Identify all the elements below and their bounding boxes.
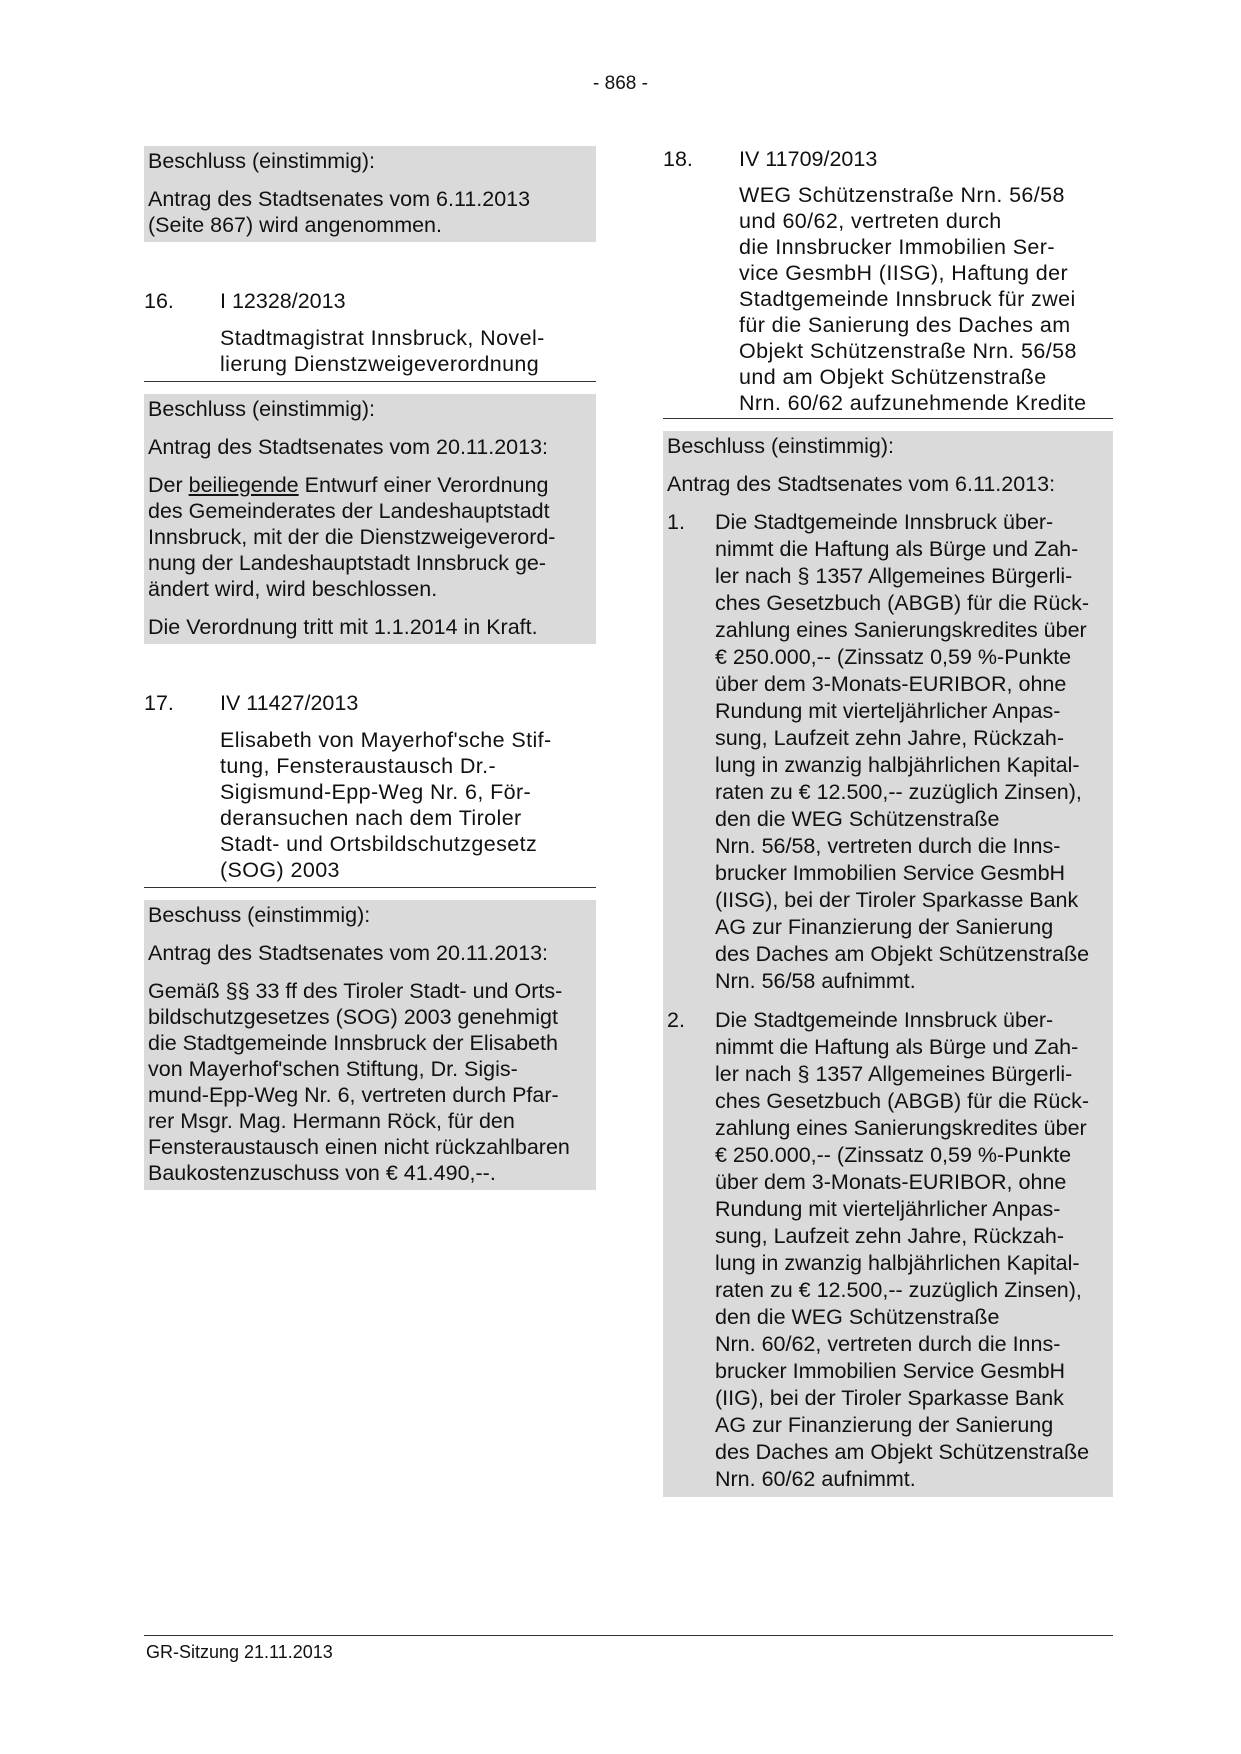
title-line: Stadtmagistrat Innsbruck, Novel- bbox=[220, 326, 545, 350]
text-line: ches Gesetzbuch (ABGB) für die Rück- bbox=[715, 1089, 1090, 1113]
text-line: Innsbruck, mit der die Dienstzweigeverord- bbox=[148, 525, 556, 549]
text-line: Rundung mit vierteljährlicher Anpas- bbox=[715, 1197, 1061, 1221]
item-18-title bbox=[739, 182, 1113, 418]
resolution-block-1 bbox=[144, 146, 596, 242]
item-reference: IV 11709/2013 bbox=[739, 147, 878, 171]
text-line: Nrn. 56/58 aufnimmt. bbox=[715, 969, 916, 993]
title-line: tung, Fensteraustausch Dr.- bbox=[220, 754, 497, 778]
text-line: Entwurf einer Verordnung bbox=[298, 473, 549, 497]
text-line: zahlung eines Sanierungskredites über bbox=[715, 618, 1087, 642]
item-16-resolution bbox=[144, 394, 596, 644]
title-line: und am Objekt Schützenstraße bbox=[739, 365, 1047, 389]
item-number: 17. bbox=[144, 691, 174, 715]
title-line: deransuchen nach dem Tiroler bbox=[220, 806, 522, 830]
resolution-heading: Beschluss (einstimmig): bbox=[148, 149, 375, 173]
text-line: Nrn. 60/62 aufnimmt. bbox=[715, 1467, 916, 1491]
text-line: Rundung mit vierteljährlicher Anpas- bbox=[715, 699, 1061, 723]
text-line: den die WEG Schützenstraße bbox=[715, 807, 1000, 831]
item-16-header bbox=[144, 288, 596, 314]
page-number: - 868 - bbox=[593, 73, 648, 94]
text-line: (Seite 867) wird angenommen. bbox=[148, 213, 442, 237]
text-line: Nrn. 60/62, vertreten durch die Inns- bbox=[715, 1332, 1061, 1356]
text-line: raten zu € 12.500,-- zuzüglich Zinsen), bbox=[715, 780, 1082, 804]
text-line: des Daches am Objekt Schützenstraße bbox=[715, 942, 1090, 966]
item-reference: IV 11427/2013 bbox=[220, 691, 359, 715]
numbered-point-1 bbox=[667, 509, 1109, 995]
title-line: vice GesmbH (IISG), Haftung der bbox=[739, 261, 1069, 285]
footer-text: GR-Sitzung 21.11.2013 bbox=[146, 1642, 333, 1662]
point-text bbox=[715, 1007, 1109, 1493]
text-line: Die Stadtgemeinde Innsbruck über- bbox=[715, 510, 1054, 534]
text-line: den die WEG Schützenstraße bbox=[715, 1305, 1000, 1329]
text-line: ler nach § 1357 Allgemeines Bürgerli- bbox=[715, 1062, 1073, 1086]
item-reference: I 12328/2013 bbox=[220, 289, 346, 313]
text-line: sung, Laufzeit zehn Jahre, Rückzah- bbox=[715, 1224, 1064, 1248]
footer-divider bbox=[144, 1635, 1113, 1636]
title-line: die Innsbrucker Immobilien Ser- bbox=[739, 235, 1055, 259]
text-line: sung, Laufzeit zehn Jahre, Rückzah- bbox=[715, 726, 1064, 750]
antrag-line: Antrag des Stadtsenates vom 6.11.2013: bbox=[667, 472, 1056, 496]
text-line: ches Gesetzbuch (ABGB) für die Rück- bbox=[715, 591, 1090, 615]
resolution-heading: Beschluss (einstimmig): bbox=[667, 434, 894, 458]
item-18-resolution bbox=[663, 431, 1113, 1497]
divider bbox=[144, 381, 596, 382]
numbered-point-2 bbox=[667, 1007, 1109, 1493]
text-line: über dem 3-Monats-EURIBOR, ohne bbox=[715, 672, 1067, 696]
title-line: Stadtgemeinde Innsbruck für zwei bbox=[739, 287, 1076, 311]
point-number: 2. bbox=[667, 1008, 685, 1032]
antrag-line: Antrag des Stadtsenates vom 20.11.2013: bbox=[148, 435, 549, 459]
item-16-title bbox=[220, 325, 596, 381]
title-line: lierung Dienstzweigeverordnung bbox=[220, 352, 540, 376]
left-column bbox=[144, 146, 596, 1190]
item-17-resolution bbox=[144, 900, 596, 1190]
resolution-heading: Beschluss (einstimmig): bbox=[148, 397, 375, 421]
text-line: Gemäß §§ 33 ff des Tiroler Stadt- und Orts- bbox=[148, 979, 563, 1003]
title-line: Stadt- und Ortsbildschutzgesetz bbox=[220, 832, 538, 856]
divider bbox=[144, 887, 596, 888]
text-line: Die Stadtgemeinde Innsbruck über- bbox=[715, 1008, 1054, 1032]
title-line: WEG Schützenstraße Nrn. 56/58 bbox=[739, 183, 1065, 207]
item-17-header bbox=[144, 690, 596, 716]
text-line: € 250.000,-- (Zinssatz 0,59 %-Punkte bbox=[715, 1143, 1072, 1167]
text-fragment: Der bbox=[148, 473, 189, 497]
text-line: ler nach § 1357 Allgemeines Bürgerli- bbox=[715, 564, 1073, 588]
title-line: und 60/62, vertreten durch bbox=[739, 209, 1002, 233]
point-number: 1. bbox=[667, 510, 685, 534]
text-line: nung der Landeshauptstadt Innsbruck ge- bbox=[148, 551, 547, 575]
resolution-text bbox=[148, 472, 592, 602]
text-line: mund-Epp-Weg Nr. 6, vertreten durch Pfar- bbox=[148, 1083, 559, 1107]
title-line: Nrn. 60/62 aufzunehmende Kredite bbox=[739, 391, 1087, 415]
item-number: 18. bbox=[663, 147, 693, 171]
text-line: brucker Immobilien Service GesmbH bbox=[715, 1359, 1066, 1383]
text-line: des Daches am Objekt Schützenstraße bbox=[715, 1440, 1090, 1464]
text-line: des Gemeinderates der Landeshauptstadt bbox=[148, 499, 550, 523]
text-line: nimmt die Haftung als Bürge und Zah- bbox=[715, 537, 1079, 561]
text-line: rer Msgr. Mag. Hermann Röck, für den bbox=[148, 1109, 515, 1133]
text-line: ändert wird, wird beschlossen. bbox=[148, 577, 438, 601]
text-line: Baukostenzuschuss von € 41.490,--. bbox=[148, 1161, 496, 1185]
text-line: Fensteraustausch einen nicht rückzahlbaren bbox=[148, 1135, 570, 1159]
closing-line: Die Verordnung tritt mit 1.1.2014 in Kraft. bbox=[148, 615, 538, 639]
text-line: über dem 3-Monats-EURIBOR, ohne bbox=[715, 1170, 1067, 1194]
divider bbox=[663, 418, 1113, 419]
text-line: (IIG), bei der Tiroler Sparkasse Bank bbox=[715, 1386, 1064, 1410]
text-line: die Stadtgemeinde Innsbruck der Elisabeth bbox=[148, 1031, 558, 1055]
item-18-header bbox=[663, 146, 1113, 172]
title-line: Sigismund-Epp-Weg Nr. 6, För- bbox=[220, 780, 532, 804]
text-line: AG zur Finanzierung der Sanierung bbox=[715, 1413, 1054, 1437]
resolution-text bbox=[148, 186, 592, 238]
underlined-word: beiliegende bbox=[188, 473, 299, 497]
item-number: 16. bbox=[144, 289, 174, 313]
text-line: AG zur Finanzierung der Sanierung bbox=[715, 915, 1054, 939]
title-line: (SOG) 2003 bbox=[220, 858, 340, 882]
text-line: (IISG), bei der Tiroler Sparkasse Bank bbox=[715, 888, 1079, 912]
text-line: Nrn. 56/58, vertreten durch die Inns- bbox=[715, 834, 1061, 858]
item-17-title bbox=[220, 727, 596, 887]
text-line: lung in zwanzig halbjährlichen Kapital- bbox=[715, 1251, 1080, 1275]
right-column bbox=[663, 146, 1113, 1497]
text-line: lung in zwanzig halbjährlichen Kapital- bbox=[715, 753, 1080, 777]
text-line: Antrag des Stadtsenates vom 6.11.2013 bbox=[148, 187, 531, 211]
point-text bbox=[715, 509, 1109, 995]
resolution-heading: Beschuss (einstimmig): bbox=[148, 903, 371, 927]
text-line: zahlung eines Sanierungskredites über bbox=[715, 1116, 1087, 1140]
text-line: brucker Immobilien Service GesmbH bbox=[715, 861, 1066, 885]
antrag-line: Antrag des Stadtsenates vom 20.11.2013: bbox=[148, 941, 549, 965]
text-line: € 250.000,-- (Zinssatz 0,59 %-Punkte bbox=[715, 645, 1072, 669]
text-line: bildschutzgesetzes (SOG) 2003 genehmigt bbox=[148, 1005, 558, 1029]
text-line: raten zu € 12.500,-- zuzüglich Zinsen), bbox=[715, 1278, 1082, 1302]
text-line: von Mayerhof'schen Stiftung, Dr. Sigis- bbox=[148, 1057, 518, 1081]
title-line: Elisabeth von Mayerhof'sche Stif- bbox=[220, 728, 552, 752]
title-line: für die Sanierung des Daches am bbox=[739, 313, 1071, 337]
text-line: nimmt die Haftung als Bürge und Zah- bbox=[715, 1035, 1079, 1059]
title-line: Objekt Schützenstraße Nrn. 56/58 bbox=[739, 339, 1077, 363]
resolution-text bbox=[148, 978, 592, 1186]
